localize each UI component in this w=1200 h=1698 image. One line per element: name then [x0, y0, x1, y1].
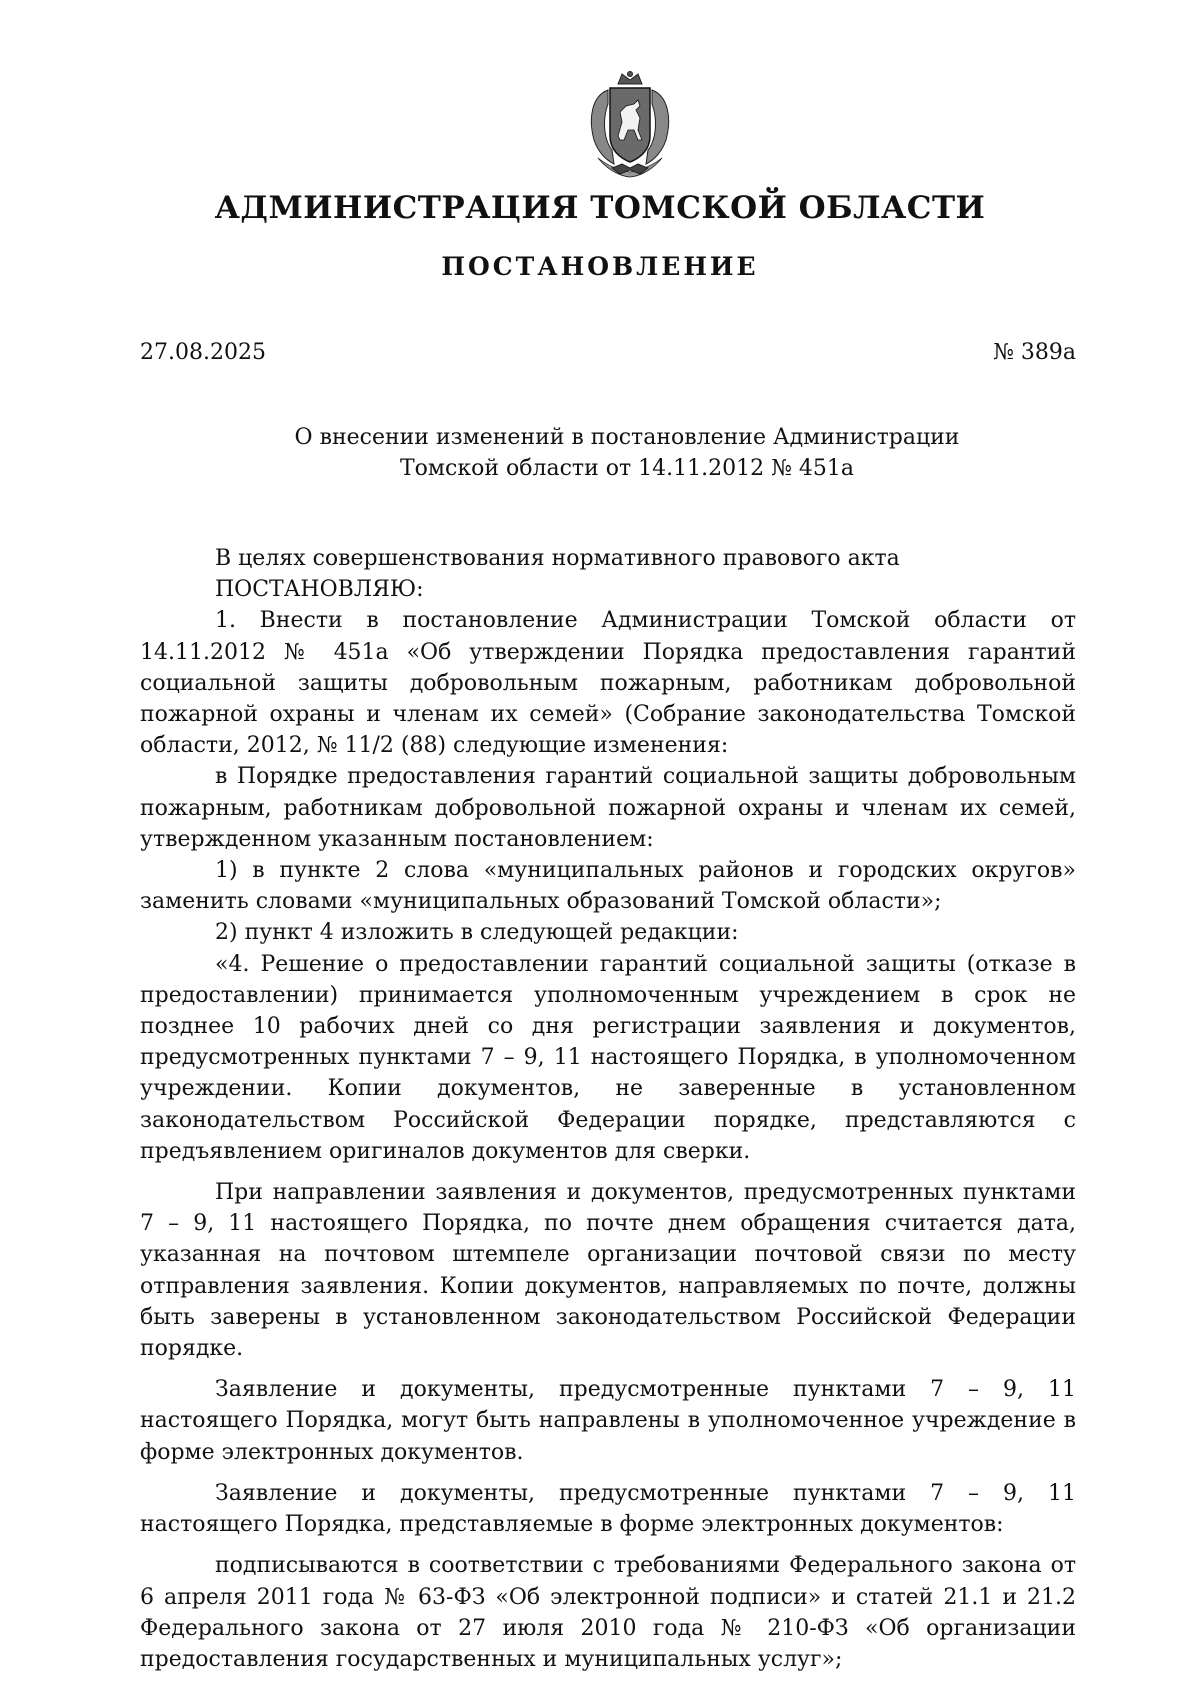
- paragraph-subitem-2: 2) пункт 4 изложить в следующей редакции:: [215, 920, 739, 946]
- paragraph-electronic: Заявление и документы, предусмотренные пунктами 7 – 9, 11 настоящего Порядка, могут быть направлены в уполномоченное учреждение в форме электронных документов.: [140, 1377, 1076, 1465]
- paragraph-electronic-docs: Заявление и документы, предусмотренные пунктами 7 – 9, 11 настоящего Порядка, представляемые в форме электронных документов:: [140, 1480, 1076, 1538]
- paragraph-item-1: 1. Внести в постановление Администрации Томской области от 14.11.2012 № 451а «Об утверждении Порядка предоставления гарантий социальной защиты добровольным пожарным, работникам добровольной пожарной охраны и членам их семей» (Собрание законодательства Томской области, 2012, № 11/2 (88) следующие изменения:: [140, 608, 1076, 759]
- document-number: № 389а: [993, 340, 1076, 365]
- paragraph-clause-4: «4. Решение о предоставлении гарантий социальной защиты (отказе в предоставлении) принимается уполномоченным учреждением в срок не позднее 10 рабочих дней со дня регистрации заявления и документов, предусмотренных пунктами 7 – 9, 11 настоящего Порядка, в уполномоченном учреждении. Копии документов, не заверенные в установленном законодательством Российской Федерации порядке, представляются с предъявлением оригиналов документов для сверки.: [140, 951, 1076, 1164]
- subject-line-2: Томской области от 14.11.2012 № 451а: [399, 456, 855, 481]
- organization-name: АДМИНИСТРАЦИЯ ТОМСКОЙ ОБЛАСТИ: [214, 190, 986, 226]
- paragraph-preamble: В целях совершенствования нормативного правового акта: [215, 546, 900, 571]
- paragraph-procedure: в Порядке предоставления гарантий социальной защиты добровольным пожарным, работникам добровольной пожарной охраны и членам их семей, утвержденном указанным постановлением:: [140, 764, 1076, 852]
- paragraph-postal: При направлении заявления и документов, предусмотренных пунктами 7 – 9, 11 настоящего Порядка, по почте днем обращения считается дата, указанная на почтовом штемпеле организации почтовой связи по месту отправления заявления. Копии документов, направляемых по почте, должны быть заверены в установленном законодательством Российской Федерации порядке.: [140, 1180, 1076, 1362]
- paragraph-subitem-1: 1) в пункте 2 слова «муниципальных районов и городских округов» заменить словами «муниципальных образований Томской области»;: [140, 858, 1076, 915]
- paragraph-signature: подписываются в соответствии с требованиями Федерального закона от 6 апреля 2011 года № 63-ФЗ «Об электронной подписи» и статей 21.1 и 21.2 Федерального закона от 27 июля 2010 года № 210-ФЗ «Об организации предоставления государственных и муниципальных услуг»;: [140, 1553, 1076, 1672]
- coat-of-arms-icon: [578, 70, 682, 180]
- document-subject: [0, 422, 1200, 484]
- document-date: 27.08.2025: [140, 340, 266, 365]
- paragraph-decree: ПОСТАНОВЛЯЮ:: [215, 577, 424, 603]
- document-body: [140, 543, 1076, 1675]
- subject-line-1: О внесении изменений в постановление Администрации: [294, 425, 960, 450]
- document-type: ПОСТАНОВЛЕНИЕ: [441, 252, 759, 281]
